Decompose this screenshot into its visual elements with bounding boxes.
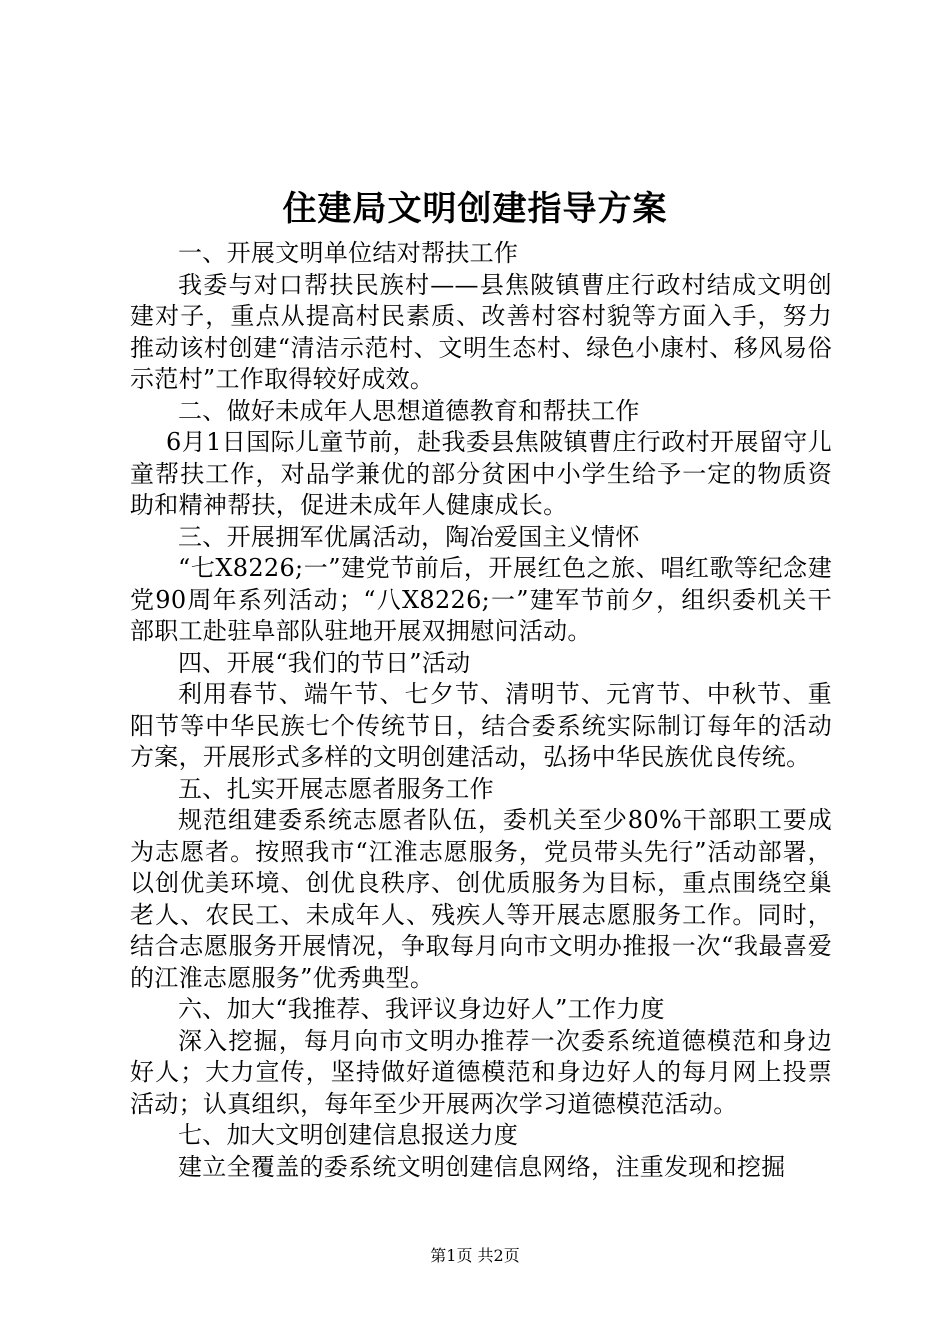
document-title: 住建局文明创建指导方案 xyxy=(282,189,668,229)
section-heading-2: 二、做好未成年人思想道德教育和帮扶工作 xyxy=(178,396,640,425)
paragraph-4: 利用春节、端午节、七夕节、清明节、元宵节、中秋节、重阳节等中华民族七个传统节日，结合委系统实际制订每年的活动方案，开展形式多样的文明创建活动，弘扬中华民族优良传统。 xyxy=(130,680,832,771)
paragraph-2: 6月1日国际儿童节前，赴我委县焦陂镇曹庄行政村开展留守儿童帮扶工作，对品学兼优的部分贫困中小学生给予一定的物质资助和精神帮扶，促进未成年人健康成长。 xyxy=(130,428,832,519)
paragraph-5: 规范组建委系统志愿者队伍，委机关至少80%干部职工要成为志愿者。按照我市“江淮志愿服务，党员带头先行”活动部署，以创优美环境、创优良秩序、创优质服务为目标，重点围绕空巢老人、农民工、未成年人、残疾人等开展志愿服务工作。同时，结合志愿服务开展情况，争取每月向市文明办推报一次“我最喜爱的江淮志愿服务”优秀典型。 xyxy=(130,806,832,992)
section-heading-1: 一、开展文明单位结对帮扶工作 xyxy=(178,239,519,267)
document-body xyxy=(130,238,832,1183)
paragraph-1: 我委与对口帮扶民族村——县焦陂镇曹庄行政村结成文明创建对子，重点从提高村民素质、改善村容村貌等方面入手，努力推动该村创建“清洁示范村、文明生态村、绿色小康村、移风易俗示范村”工作取得较好成效。 xyxy=(130,270,832,393)
paragraph-7: 建立全覆盖的委系统文明创建信息网络，注重发现和挖掘 xyxy=(178,1152,786,1181)
paragraph-3: “七X8226;一”建党节前后，开展红色之旅、唱红歌等纪念建党90周年系列活动；“八X8226;一”建军节前夕，组织委机关干部职工赴驻阜部队驻地开展双拥慰问活动。 xyxy=(130,554,832,645)
section-heading-5: 五、扎实开展志愿者服务工作 xyxy=(178,774,494,803)
page-footer: 第1页 共2页 xyxy=(430,1246,520,1265)
section-heading-7: 七、加大文明创建信息报送力度 xyxy=(178,1121,519,1149)
section-heading-3: 三、开展拥军优属活动，陶冶爱国主义情怀 xyxy=(178,522,640,551)
section-heading-4: 四、开展“我们的节日”活动 xyxy=(178,648,471,677)
section-heading-6: 六、加大“我推荐、我评议身边好人”工作力度 xyxy=(178,995,665,1023)
paragraph-6: 深入挖掘，每月向市文明办推荐一次委系统道德模范和身边好人；大力宣传，坚持做好道德模范和身边好人的每月网上投票活动；认真组织，每年至少开展两次学习道德模范活动。 xyxy=(130,1026,832,1118)
